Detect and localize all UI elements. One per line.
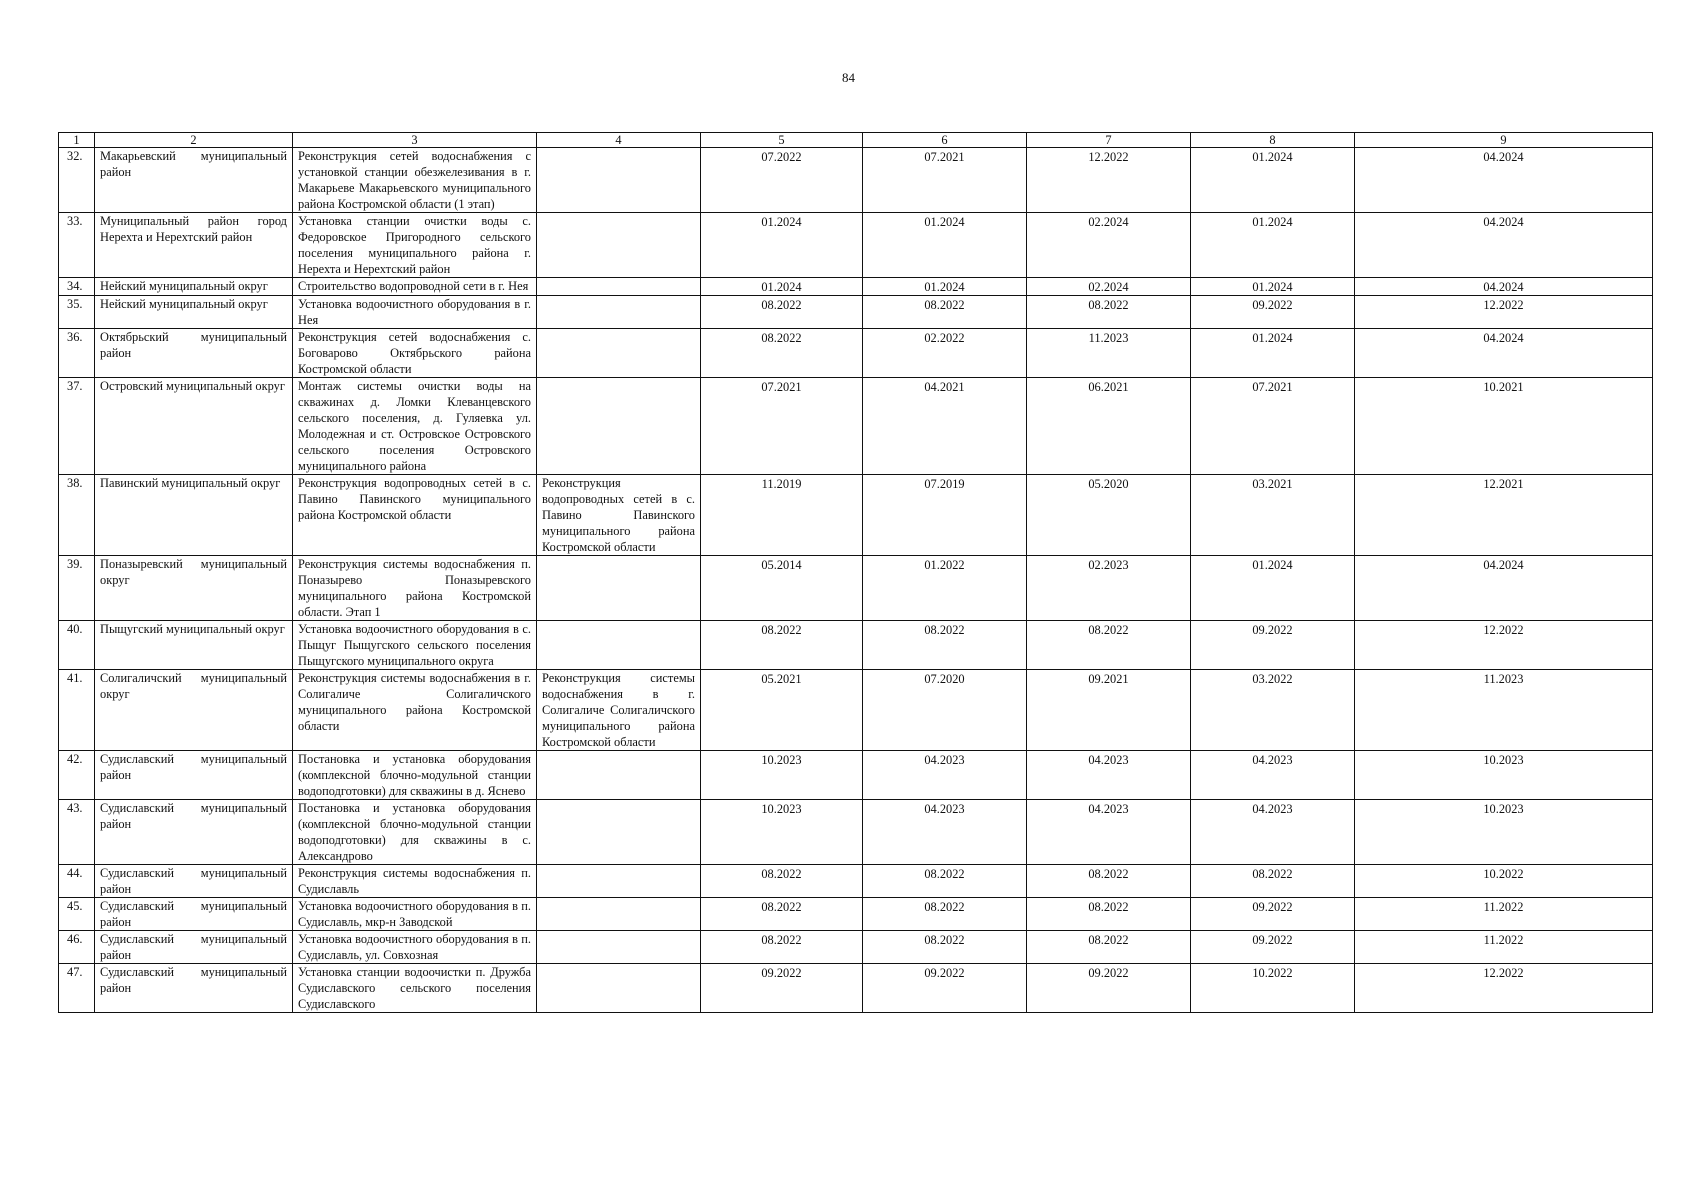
- date-col9: 12.2022: [1355, 296, 1653, 329]
- table-row: [59, 898, 1653, 931]
- municipality-cell: Поназыревский муниципальный округ: [95, 556, 293, 621]
- table-row: [59, 378, 1653, 475]
- municipality-cell: Судиславский муниципальный район: [95, 898, 293, 931]
- date-col5: 09.2022: [701, 964, 863, 1013]
- date-col7: 08.2022: [1027, 898, 1191, 931]
- date-col6: 08.2022: [863, 931, 1027, 964]
- date-col7: 04.2023: [1027, 800, 1191, 865]
- object-cell: Установка водоочистного оборудования в п. Судиславль, ул. Совхозная: [293, 931, 537, 964]
- header-cell: 9: [1355, 133, 1653, 148]
- date-col8: 10.2022: [1191, 964, 1355, 1013]
- note-cell: [537, 148, 701, 213]
- date-col8: 01.2024: [1191, 278, 1355, 296]
- table-row: [59, 475, 1653, 556]
- note-cell: [537, 213, 701, 278]
- date-col9: 04.2024: [1355, 278, 1653, 296]
- row-number: 35.: [59, 296, 95, 329]
- date-col9: 04.2024: [1355, 213, 1653, 278]
- date-col7: 04.2023: [1027, 751, 1191, 800]
- date-col9: 10.2023: [1355, 800, 1653, 865]
- object-cell: Реконструкция системы водоснабжения п. Поназырево Поназыревского муниципального района Костромской области. Этап 1: [293, 556, 537, 621]
- row-number: 33.: [59, 213, 95, 278]
- note-cell: [537, 556, 701, 621]
- header-cell: 5: [701, 133, 863, 148]
- table-row: [59, 751, 1653, 800]
- page-number: 84: [842, 70, 855, 85]
- municipality-cell: Павинский муниципальный округ: [95, 475, 293, 556]
- municipality-cell: Островский муниципальный округ: [95, 378, 293, 475]
- municipality-cell: Нейский муниципальный округ: [95, 296, 293, 329]
- row-number: 39.: [59, 556, 95, 621]
- table-row: [59, 800, 1653, 865]
- object-cell: Реконструкция системы водоснабжения п. Судиславль: [293, 865, 537, 898]
- table-row: [59, 931, 1653, 964]
- date-col8: 09.2022: [1191, 931, 1355, 964]
- date-col7: 08.2022: [1027, 296, 1191, 329]
- date-col5: 08.2022: [701, 296, 863, 329]
- date-col6: 01.2024: [863, 213, 1027, 278]
- date-col6: 04.2023: [863, 800, 1027, 865]
- municipality-cell: Октябрьский муниципальный район: [95, 329, 293, 378]
- date-col6: 04.2023: [863, 751, 1027, 800]
- row-number: 41.: [59, 670, 95, 751]
- table-header: [59, 133, 1653, 148]
- date-col6: 08.2022: [863, 621, 1027, 670]
- row-number: 36.: [59, 329, 95, 378]
- table-row: [59, 329, 1653, 378]
- table-row: [59, 621, 1653, 670]
- row-number: 47.: [59, 964, 95, 1013]
- date-col5: 08.2022: [701, 865, 863, 898]
- date-col7: 08.2022: [1027, 931, 1191, 964]
- municipality-cell: Судиславский муниципальный район: [95, 931, 293, 964]
- object-cell: Установка водоочистного оборудования в с. Пыщуг Пыщугского сельского поселения Пыщугского муниципального округа: [293, 621, 537, 670]
- municipality-cell: Судиславский муниципальный район: [95, 800, 293, 865]
- date-col9: 04.2024: [1355, 329, 1653, 378]
- date-col7: 08.2022: [1027, 621, 1191, 670]
- date-col6: 01.2024: [863, 278, 1027, 296]
- date-col8: 01.2024: [1191, 556, 1355, 621]
- date-col6: 08.2022: [863, 865, 1027, 898]
- date-col5: 08.2022: [701, 931, 863, 964]
- municipality-cell: Пыщугский муниципальный округ: [95, 621, 293, 670]
- note-cell: [537, 898, 701, 931]
- date-col8: 09.2022: [1191, 898, 1355, 931]
- municipality-cell: Судиславский муниципальный район: [95, 865, 293, 898]
- date-col8: 03.2021: [1191, 475, 1355, 556]
- date-col8: 04.2023: [1191, 800, 1355, 865]
- object-cell: Установка водоочистного оборудования в г. Нея: [293, 296, 537, 329]
- date-col7: 11.2023: [1027, 329, 1191, 378]
- date-col6: 09.2022: [863, 964, 1027, 1013]
- date-col9: 04.2024: [1355, 148, 1653, 213]
- table-row: [59, 296, 1653, 329]
- row-number: 43.: [59, 800, 95, 865]
- row-number: 37.: [59, 378, 95, 475]
- date-col8: 01.2024: [1191, 329, 1355, 378]
- object-cell: Строительство водопроводной сети в г. Нея: [293, 278, 537, 296]
- table-row: [59, 278, 1653, 296]
- table-row: [59, 964, 1653, 1013]
- row-number: 38.: [59, 475, 95, 556]
- date-col9: 12.2022: [1355, 621, 1653, 670]
- note-cell: [537, 964, 701, 1013]
- date-col6: 07.2021: [863, 148, 1027, 213]
- table-row: [59, 148, 1653, 213]
- note-cell: [537, 931, 701, 964]
- date-col7: 12.2022: [1027, 148, 1191, 213]
- date-col6: 01.2022: [863, 556, 1027, 621]
- note-cell: [537, 278, 701, 296]
- date-col5: 05.2021: [701, 670, 863, 751]
- date-col5: 01.2024: [701, 278, 863, 296]
- header-row: [59, 133, 1653, 148]
- note-cell: [537, 296, 701, 329]
- municipality-cell: Муниципальный район город Нерехта и Нерехтский район: [95, 213, 293, 278]
- date-col7: 08.2022: [1027, 865, 1191, 898]
- date-col7: 02.2024: [1027, 213, 1191, 278]
- table-row: [59, 670, 1653, 751]
- date-col9: 10.2022: [1355, 865, 1653, 898]
- header-cell: 4: [537, 133, 701, 148]
- header-cell: 3: [293, 133, 537, 148]
- municipality-cell: Судиславский муниципальный район: [95, 751, 293, 800]
- document-table-container: [58, 132, 1652, 1013]
- date-col9: 04.2024: [1355, 556, 1653, 621]
- date-col6: 08.2022: [863, 898, 1027, 931]
- date-col8: 03.2022: [1191, 670, 1355, 751]
- object-cell: Установка станции водоочистки п. Дружба Судиславского сельского поселения Судиславского: [293, 964, 537, 1013]
- document-table: [58, 132, 1653, 1013]
- date-col5: 08.2022: [701, 329, 863, 378]
- note-cell: [537, 621, 701, 670]
- date-col5: 07.2021: [701, 378, 863, 475]
- object-cell: Постановка и установка оборудования (комплексной блочно-модульной станции водоподготовки) для скважины в д. Яснево: [293, 751, 537, 800]
- note-cell: [537, 751, 701, 800]
- date-col6: 08.2022: [863, 296, 1027, 329]
- date-col6: 04.2021: [863, 378, 1027, 475]
- row-number: 44.: [59, 865, 95, 898]
- date-col8: 04.2023: [1191, 751, 1355, 800]
- object-cell: Реконструкция сетей водоснабжения с установкой станции обезжелезивания в г. Макарьеве Макарьевского муниципального района Костромской области (1 этап): [293, 148, 537, 213]
- date-col5: 08.2022: [701, 898, 863, 931]
- date-col9: 11.2022: [1355, 898, 1653, 931]
- row-number: 46.: [59, 931, 95, 964]
- object-cell: Реконструкция водопроводных сетей в с. Павино Павинского муниципального района Костромской области: [293, 475, 537, 556]
- object-cell: Монтаж системы очистки воды на скважинах д. Ломки Клеванцевского сельского поселения, д. Гуляевка ул. Молодежная и ст. Островское Островского сельского поселения Островского муниципального района: [293, 378, 537, 475]
- table-row: [59, 556, 1653, 621]
- date-col7: 02.2024: [1027, 278, 1191, 296]
- municipality-cell: Солигаличский муниципальный округ: [95, 670, 293, 751]
- date-col7: 06.2021: [1027, 378, 1191, 475]
- date-col9: 12.2021: [1355, 475, 1653, 556]
- date-col6: 02.2022: [863, 329, 1027, 378]
- date-col7: 09.2021: [1027, 670, 1191, 751]
- note-cell: Реконструкция водопроводных сетей в с. Павино Павинского муниципального района Костромской области: [537, 475, 701, 556]
- note-cell: Реконструкция системы водоснабжения в г. Солигаличе Солигаличского муниципального района Костромской области: [537, 670, 701, 751]
- date-col8: 01.2024: [1191, 213, 1355, 278]
- date-col5: 10.2023: [701, 751, 863, 800]
- date-col6: 07.2020: [863, 670, 1027, 751]
- date-col5: 01.2024: [701, 213, 863, 278]
- object-cell: Установка водоочистного оборудования в п. Судиславль, мкр-н Заводской: [293, 898, 537, 931]
- date-col5: 05.2014: [701, 556, 863, 621]
- object-cell: Реконструкция системы водоснабжения в г. Солигаличе Солигаличского муниципального района Костромской области: [293, 670, 537, 751]
- municipality-cell: Нейский муниципальный округ: [95, 278, 293, 296]
- row-number: 34.: [59, 278, 95, 296]
- header-cell: 8: [1191, 133, 1355, 148]
- row-number: 42.: [59, 751, 95, 800]
- row-number: 45.: [59, 898, 95, 931]
- date-col9: 12.2022: [1355, 964, 1653, 1013]
- date-col7: 02.2023: [1027, 556, 1191, 621]
- date-col8: 01.2024: [1191, 148, 1355, 213]
- date-col7: 05.2020: [1027, 475, 1191, 556]
- date-col5: 11.2019: [701, 475, 863, 556]
- note-cell: [537, 329, 701, 378]
- date-col7: 09.2022: [1027, 964, 1191, 1013]
- row-number: 40.: [59, 621, 95, 670]
- object-cell: Реконструкция сетей водоснабжения с. Боговарово Октябрьского района Костромской области: [293, 329, 537, 378]
- note-cell: [537, 865, 701, 898]
- date-col8: 09.2022: [1191, 296, 1355, 329]
- row-number: 32.: [59, 148, 95, 213]
- municipality-cell: Макарьевский муниципальный район: [95, 148, 293, 213]
- date-col6: 07.2019: [863, 475, 1027, 556]
- note-cell: [537, 800, 701, 865]
- note-cell: [537, 378, 701, 475]
- header-cell: 1: [59, 133, 95, 148]
- header-cell: 7: [1027, 133, 1191, 148]
- table-body: [59, 148, 1653, 1013]
- municipality-cell: Судиславский муниципальный район: [95, 964, 293, 1013]
- date-col8: 09.2022: [1191, 621, 1355, 670]
- date-col9: 10.2021: [1355, 378, 1653, 475]
- header-cell: 6: [863, 133, 1027, 148]
- date-col5: 10.2023: [701, 800, 863, 865]
- date-col8: 08.2022: [1191, 865, 1355, 898]
- date-col9: 10.2023: [1355, 751, 1653, 800]
- header-cell: 2: [95, 133, 293, 148]
- object-cell: Постановка и установка оборудования (комплексной блочно-модульной станции водоподготовки) для скважины в с. Александрово: [293, 800, 537, 865]
- date-col5: 07.2022: [701, 148, 863, 213]
- object-cell: Установка станции очистки воды с. Федоровское Пригородного сельского поселения муниципального района г. Нерехта и Нерехтский район: [293, 213, 537, 278]
- date-col5: 08.2022: [701, 621, 863, 670]
- date-col9: 11.2023: [1355, 670, 1653, 751]
- date-col9: 11.2022: [1355, 931, 1653, 964]
- date-col8: 07.2021: [1191, 378, 1355, 475]
- table-row: [59, 213, 1653, 278]
- table-row: [59, 865, 1653, 898]
